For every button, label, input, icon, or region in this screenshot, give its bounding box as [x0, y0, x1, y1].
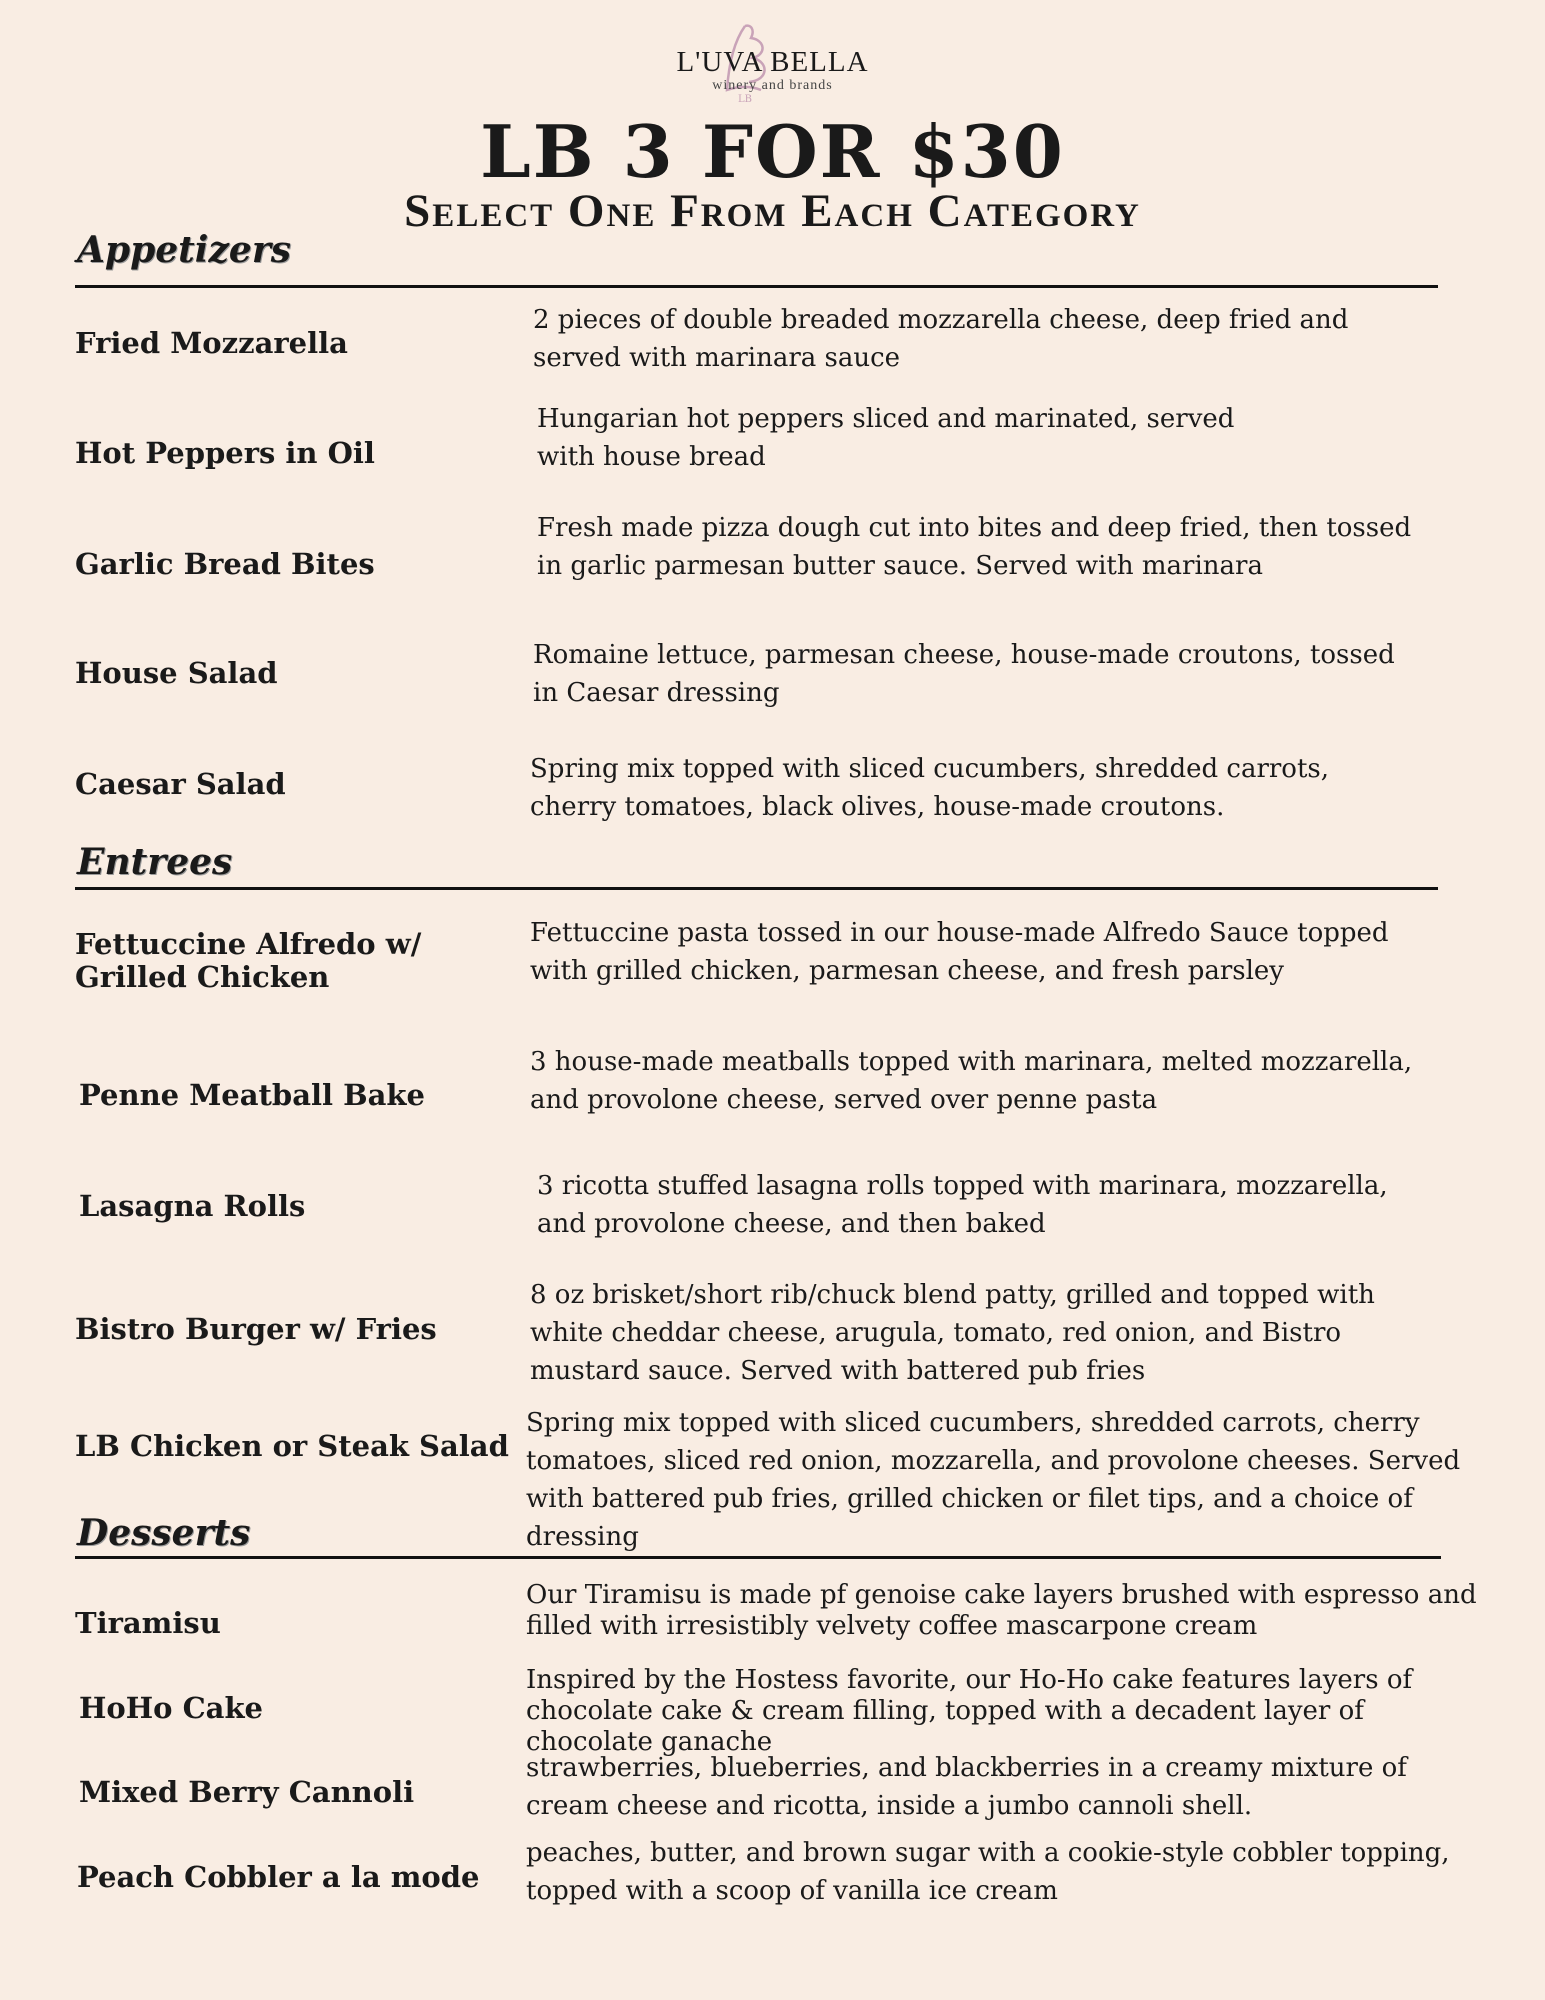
menu-item-description: 3 ricotta stuffed lasagna rolls topped with marinara, mozzarella, and provolone cheese, and then baked — [537, 1171, 1388, 1239]
section-divider — [75, 285, 1438, 288]
page-subtitle: Select One From Each Category — [404, 185, 1141, 237]
menu-item-name: Fettuccine Alfredo w/ Grilled Chicken — [75, 927, 422, 994]
brand-tagline: winery and brands — [712, 78, 833, 93]
page-title: LB 3 FOR $30 — [480, 109, 1065, 194]
menu-item-name: Hot Peppers in Oil — [75, 436, 375, 470]
section-divider — [75, 1556, 1441, 1559]
menu-item-description: Spring mix topped with sliced cucumbers, shredded carrots, cherry tomatoes, black olives, house-made croutons. — [530, 754, 1330, 822]
menu-item-name: Tiramisu — [75, 1606, 221, 1640]
menu-item-description: 3 house-made meatballs topped with marinara, melted mozzarella, and provolone cheese, served over penne pasta — [530, 1047, 1413, 1115]
menu-item-name: LB Chicken or Steak Salad — [75, 1429, 509, 1463]
brand-logo — [0, 20, 1545, 110]
menu-item-name: Bistro Burger w/ Fries — [75, 1312, 437, 1346]
section-title-appetizers: Appetizers — [77, 229, 292, 271]
lb-monogram-text: LB — [738, 94, 752, 105]
menu-item-description: Our Tiramisu is made pf genoise cake layers brushed with espresso and filled with irresistibly velvety coffee mascarpone cream — [526, 1580, 1477, 1641]
menu-item-description: peaches, butter, and brown sugar with a cookie-style cobbler topping, topped with a scoop of vanilla ice cream — [526, 1838, 1450, 1906]
menu-item-description: Fettuccine pasta tossed in our house-made Alfredo Sauce topped with grilled chicken, parmesan cheese, and fresh parsley — [530, 918, 1389, 986]
menu-item-description: strawberries, blueberries, and blackberries in a creamy mixture of cream cheese and ricotta, inside a jumbo cannoli shell. — [526, 1753, 1407, 1821]
menu-item-name: Fried Mozzarella — [75, 326, 348, 360]
menu-item-name: Peach Cobbler a la mode — [77, 1860, 480, 1894]
section-divider — [75, 887, 1438, 890]
menu-item-description: Inspired by the Hostess favorite, our Ho-Ho cake features layers of chocolate cake & cream filling, topped with a decadent layer of chocolate ganache — [526, 1665, 1413, 1757]
menu-item-description: 8 oz brisket/short rib/chuck blend patty, grilled and topped with white cheddar cheese, arugula, tomato, red onion, and Bistro mustard sauce. Served with battered pub fries — [530, 1280, 1375, 1386]
menu-item-name: Penne Meatball Bake — [79, 1078, 425, 1112]
section-title-desserts: Desserts — [77, 1512, 251, 1554]
menu-item-description: Fresh made pizza dough cut into bites and deep fried, then tossed in garlic parmesan butter sauce. Served with marinara — [537, 513, 1412, 581]
menu-item-description: Spring mix topped with sliced cucumbers, shredded carrots, cherry tomatoes, sliced red onion, mozzarella, and provolone cheeses. Served with battered pub fries, grilled chicken or filet tips, and a choice of dressing — [526, 1408, 1461, 1552]
brand-name: L'UVA BELLA — [676, 46, 869, 78]
menu-item-name: Mixed Berry Cannoli — [79, 1775, 415, 1809]
menu-item-name: Caesar Salad — [75, 767, 286, 801]
menu-item-description: Hungarian hot peppers sliced and marinated, served with house bread — [537, 404, 1235, 472]
menu-item-name: Lasagna Rolls — [79, 1189, 306, 1223]
menu-item-name: HoHo Cake — [79, 1691, 263, 1725]
menu-item-name: House Salad — [75, 656, 278, 690]
menu-item-name: Garlic Bread Bites — [75, 547, 375, 581]
section-title-entrees: Entrees — [77, 841, 233, 883]
menu-item-description: Romaine lettuce, parmesan cheese, house-made croutons, tossed in Caesar dressing — [533, 640, 1395, 708]
menu-item-description: 2 pieces of double breaded mozzarella cheese, deep fried and served with marinara sauce — [533, 305, 1349, 373]
